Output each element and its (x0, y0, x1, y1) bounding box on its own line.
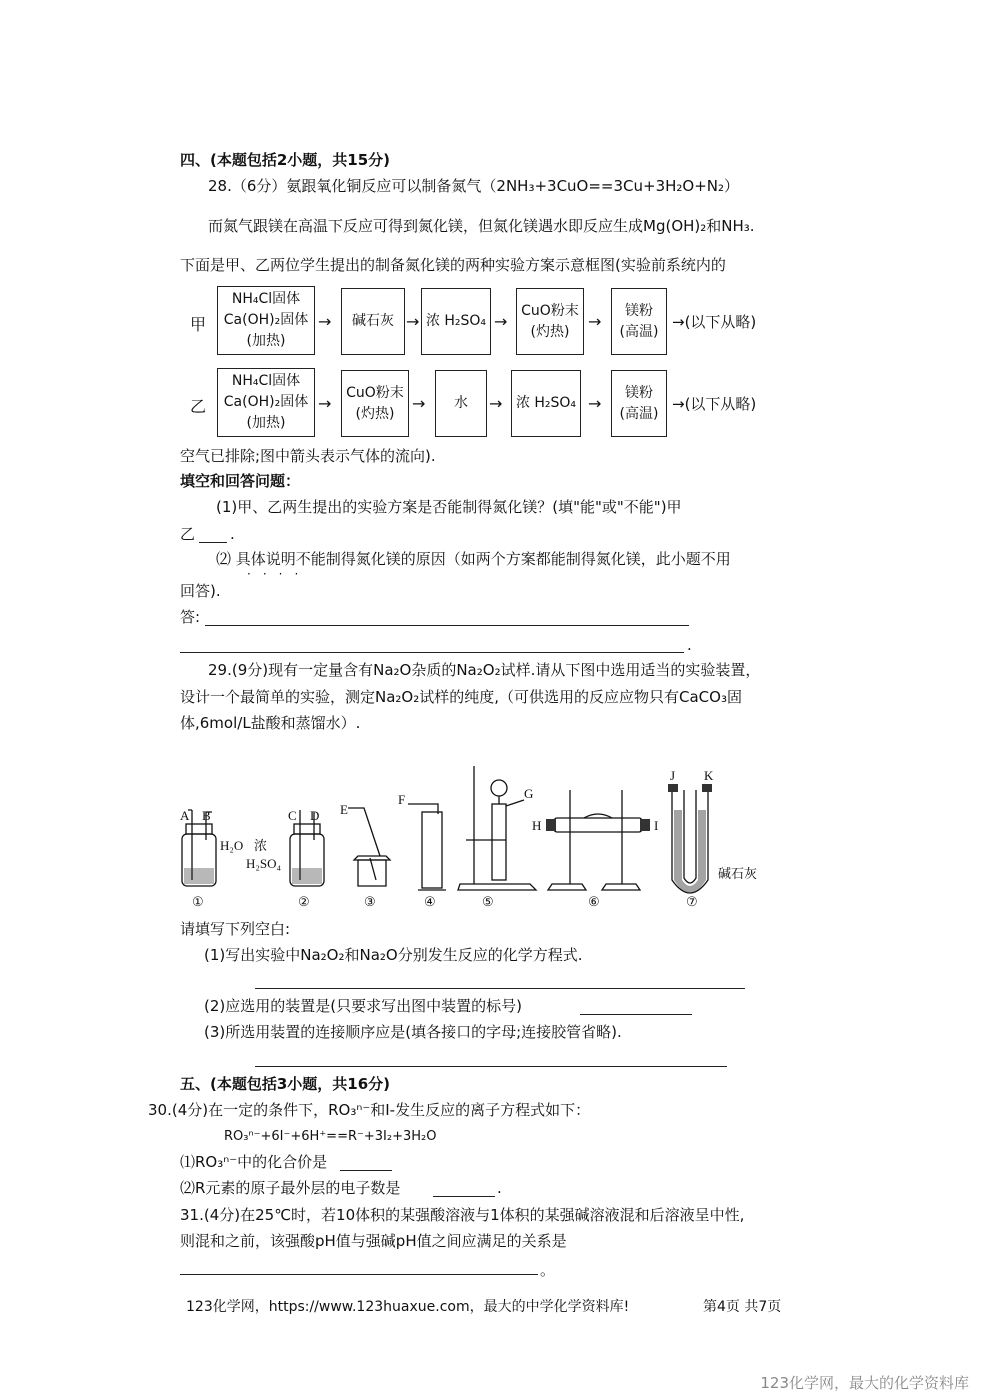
answer-line[interactable] (255, 1066, 727, 1067)
apparatus-number: ② (298, 894, 310, 909)
q28-line3: 下面是甲、乙两位学生提出的制备氮化镁的两种实验方案示意框图(实验前系统内的 (180, 256, 726, 274)
section4-heading: 四、(本题包括2小题，共15分) (180, 151, 391, 169)
letter-label: C (288, 808, 297, 823)
box-text: Ca(OH)₂固体 (223, 312, 309, 328)
q29-line1: 29.(9分)现有一定量含有Na₂O杂质的Na₂O₂试样.请从下图中选用适当的实验装置， (208, 661, 761, 679)
q31-line2: 则混和之前，该强酸pH值与强碱pH值之间应满足的关系是 (180, 1232, 567, 1250)
arrow-icon: → (412, 394, 426, 413)
box-text: 水 (454, 395, 468, 411)
answer-line[interactable] (180, 1274, 538, 1275)
jia-box-2 (341, 288, 405, 355)
jia-box-3 (421, 288, 491, 355)
emphasis-dots: ···· (247, 567, 311, 581)
box-text: NH₄Cl固体 (231, 291, 301, 307)
arrow-icon: → (588, 394, 602, 413)
apparatus-number: ① (192, 894, 204, 909)
letter-label: F (398, 792, 406, 807)
letter-label: E (340, 802, 348, 817)
yi-box-5 (611, 370, 667, 437)
arrow-icon: → (406, 312, 420, 331)
yi-box-2 (341, 370, 409, 437)
cylinder-4 (422, 812, 442, 888)
box-text: (灼热) (530, 323, 570, 340)
yi-box-1 (217, 368, 315, 437)
h2so4-label: H₂SO₄ (246, 856, 282, 871)
q29-s1: (1)写出实验中Na₂O₂和Na₂O分别发生反应的化学方程式. (204, 946, 583, 964)
stopper (186, 824, 212, 834)
q30-s1: ⑴RO₃ⁿ⁻中的化合价是 (180, 1153, 328, 1171)
arrow-icon: → (494, 312, 508, 331)
tube-5 (492, 804, 506, 880)
arrow-icon: → (318, 312, 332, 331)
apparatus-number: ③ (364, 894, 376, 909)
jia-label: 甲 (190, 315, 207, 334)
period: . (497, 1179, 502, 1197)
answer-blank[interactable] (340, 1170, 392, 1171)
yi-box-4 (511, 370, 581, 437)
jia-box-4 (516, 288, 584, 355)
period: 。 (540, 1261, 556, 1279)
answer-label: 答: (180, 608, 201, 626)
watermark: 123化学网，最大的化学资料库 (760, 1374, 969, 1392)
apparatus-number: ④ (424, 894, 436, 909)
box-text: 碱石灰 (352, 313, 394, 329)
yi-box-3 (435, 370, 487, 437)
q29-s2: (2)应选用的装置是(只要求写出图中装置的标号) (204, 997, 522, 1015)
period: . (230, 525, 235, 543)
apparatus-number: ⑤ (482, 894, 494, 909)
q29-s3: (3)所选用装置的连接顺序应是(填各接口的字母;连接胶管省略). (204, 1023, 622, 1041)
footer-text: 123化学网，https://www.123huaxue.com，最大的中学化学资料库! (186, 1299, 630, 1315)
section5-heading: 五、(本题包括3小题，共16分) (180, 1075, 391, 1093)
q28-subheading: 填空和回答问题： (180, 472, 301, 490)
apparatus-figure (170, 760, 790, 912)
answer-line[interactable] (205, 625, 689, 626)
box-text: 浓 H₂SO₄ (515, 395, 577, 411)
q28-p2b: 回答). (180, 582, 221, 600)
period: . (687, 636, 692, 654)
sodalime-label: 碱石灰 (718, 866, 758, 881)
q29-line3: 体,6mol/L盐酸和蒸馏水）. (180, 714, 361, 732)
answer-blank[interactable] (199, 542, 227, 543)
q28-line4: 空气已排除;图中箭头表示气体的流向). (180, 447, 436, 465)
yi-label: 乙 (190, 397, 207, 416)
arrow-icon: → (588, 312, 602, 331)
q31-line1: 31.(4分)在25℃时，若10体积的某强酸溶液与1体积的某强碱溶液混和后溶液呈中性, (180, 1206, 745, 1224)
q29-fill: 请填写下列空白: (180, 920, 291, 938)
box-text: (灼热) (355, 405, 395, 422)
q28-line2: 而氮气跟镁在高温下反应可得到氮化镁，但氮化镁遇水即反应生成Mg(OH)₂和NH₃. (208, 217, 755, 235)
box-text: 浓 H₂SO₄ (425, 313, 487, 329)
q28-line1: 28.（6分）氨跟氧化铜反应可以制备氮气（2NH₃+3CuO==3Cu+3H₂O+N₂） (208, 177, 740, 195)
box-text: Ca(OH)₂固体 (223, 394, 309, 410)
page-number: 第4页 共7页 (703, 1299, 782, 1315)
q30-s2: ⑵R元素的原子最外层的电子数是 (180, 1179, 401, 1197)
arrow-icon: → (318, 394, 332, 413)
letter-label: H (532, 818, 542, 833)
q28-p1b: 乙 (180, 525, 196, 543)
letter-label: A (180, 808, 190, 823)
letter-label: I (654, 818, 659, 833)
box-text: CuO粉末 (521, 302, 579, 319)
box-text: (高温) (619, 405, 659, 422)
jia-tail: →(以下从略) (672, 313, 757, 331)
box-text: (加热) (246, 415, 286, 431)
answer-blank[interactable] (580, 1014, 692, 1015)
box-text: CuO粉末 (346, 384, 404, 401)
box-text: 镁粉 (625, 302, 653, 319)
answer-blank[interactable] (433, 1196, 495, 1197)
q29-line2: 设计一个最简单的实验，测定Na₂O₂试样的纯度,（可供选用的反应应物只有CaCO₃固 (180, 688, 742, 706)
yi-tail: →(以下从略) (672, 395, 757, 413)
letter-label: B (202, 808, 211, 823)
box-text: (高温) (619, 323, 659, 340)
box-text: (加热) (246, 333, 286, 349)
box-text: 镁粉 (625, 384, 653, 401)
jia-box-5 (611, 288, 667, 355)
h2o-label: H₂O (220, 838, 244, 853)
answer-line[interactable] (255, 988, 745, 989)
arrow-icon: → (489, 394, 503, 413)
box-text: NH₄Cl固体 (231, 373, 301, 389)
apparatus-number: ⑥ (588, 894, 600, 909)
q28-p2a: ⑵ 具体说明不能制得氮化镁的原因（如两个方案都能制得氮化镁，此小题不用 (216, 550, 731, 568)
letter-label: D (310, 808, 320, 823)
tube-6 (554, 818, 642, 832)
answer-line[interactable] (180, 652, 684, 653)
q28-p1a: (1)甲、乙两生提出的实验方案是否能制得氮化镁？(填"能"或"不能")甲 (216, 498, 682, 516)
apparatus-number: ⑦ (686, 894, 698, 909)
letter-label: K (704, 768, 714, 783)
q30-equation: RO₃ⁿ⁻+6I⁻+6H⁺==R⁻+3I₂+3H₂O (224, 1129, 437, 1144)
conc-label: 浓 (254, 838, 268, 853)
jia-box-1 (217, 286, 315, 355)
q30-line1: 30.(4分)在一定的条件下，RO₃ⁿ⁻和I-发生反应的离子方程式如下： (148, 1101, 591, 1119)
letter-label: G (524, 786, 534, 801)
letter-label: J (670, 768, 676, 783)
